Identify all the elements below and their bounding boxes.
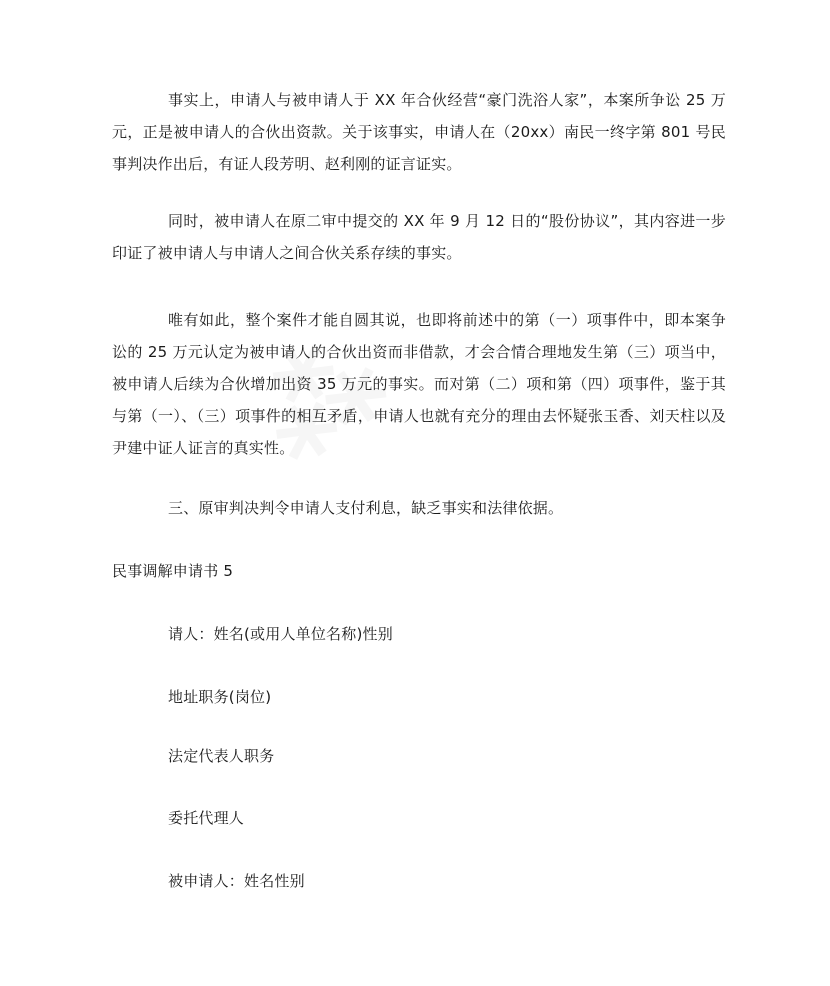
field-address: 地址职务(岗位) xyxy=(168,688,272,706)
field-applicant: 请人：姓名(或用人单位名称)性别 xyxy=(168,625,393,643)
document-title: 民事调解申请书 5 xyxy=(112,562,234,580)
section-three-heading: 三、原审判决判令申请人支付利息，缺乏事实和法律依据。 xyxy=(168,499,564,517)
paragraph-analysis: 唯有如此，整个案件才能自圆其说，也即将前述中的第（一）项事件中，即本案争讼的 25 万元认定为被申请人的合伙出资而非借款，才会合情合理地发生第（三）项当中，被申请人后续为合伙增加出资 35 万元的事实。而对第（二）项和第（四）项事件，鉴于其与第（一）、（三）项事件的相互矛盾，申请人也就有充分的理由去怀疑张玉香、刘天柱以及尹建中证人证言的真实性。 xyxy=(112,311,726,457)
field-agent: 委托代理人 xyxy=(168,809,245,827)
paragraph-agreement: 同时，被申请人在原二审中提交的 XX 年 9 月 12 日的“股份协议”，其内容进一步印证了被申请人与申请人之间合伙关系存续的事实。 xyxy=(112,212,726,262)
paragraph-facts: 事实上，申请人与被申请人于 XX 年合伙经营“豪门洗浴人家”，本案所争讼 25 万元，正是被申请人的合伙出资款。关于该事实，申请人在（20xx）南民一终字第 801 号民事判决作出后，有证人段芳明、赵利刚的证言证实。 xyxy=(112,91,726,173)
field-respondent: 被申请人：姓名性别 xyxy=(168,872,305,890)
field-legal-rep: 法定代表人职务 xyxy=(168,747,275,765)
